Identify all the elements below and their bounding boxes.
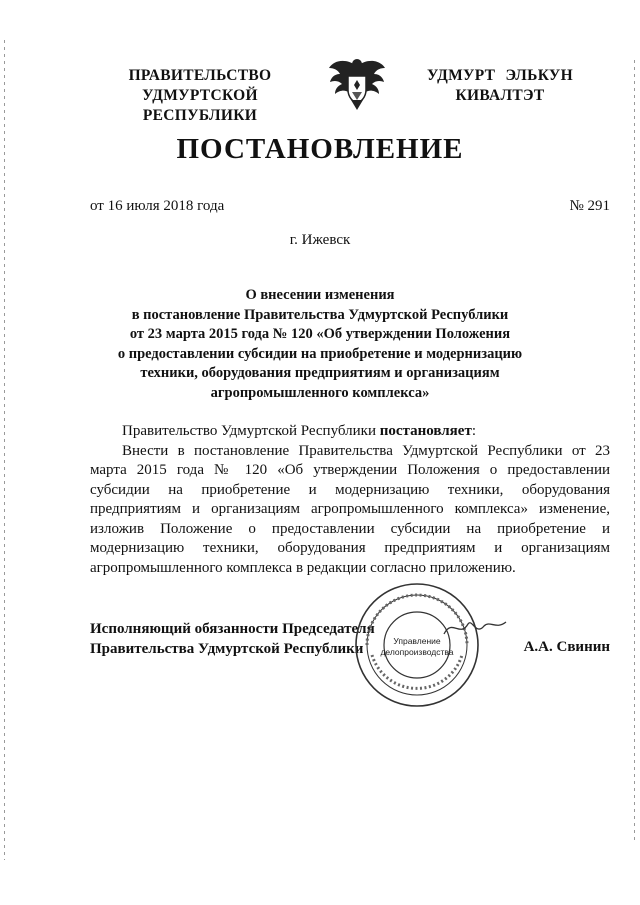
subject-line: о предоставлении субсидии на приобретение и модернизацию xyxy=(117,345,523,362)
signature-position-line1: Исполняющий обязанности Председателя xyxy=(90,621,375,637)
body-intro-text: Правительство Удмуртской Республики xyxy=(122,423,376,439)
header-left xyxy=(85,66,315,126)
document-title: ПОСТАНОВЛЕНИЕ xyxy=(176,133,464,165)
header-right-line1: УДМУРТ ЭЛЬКУН xyxy=(427,67,573,84)
header-right-line2: КИВАЛТЭТ xyxy=(455,87,545,104)
document-number: № 291 xyxy=(569,198,610,214)
subject-line: от 23 марта 2015 года № 120 «Об утверждении Положения xyxy=(129,326,511,342)
stamp-center-line2: делопроизводства xyxy=(380,647,454,657)
body-intro-colon: : xyxy=(471,423,476,439)
body-intro xyxy=(90,422,610,442)
coat-of-arms-emblem xyxy=(326,54,388,112)
stamp-center-line1: Управление xyxy=(393,636,441,646)
signature-position xyxy=(90,619,375,659)
header-left-line2: УДМУРТСКОЙ РЕСПУБЛИКИ xyxy=(142,87,258,124)
header-right xyxy=(420,66,580,106)
document-date: от 16 июля 2018 года xyxy=(90,198,225,214)
document-subject xyxy=(100,286,540,403)
document-body xyxy=(90,422,610,578)
body-intro-verb: постановляет xyxy=(379,423,472,439)
handwritten-signature xyxy=(440,612,510,642)
body-paragraph: Внести в постановление Правительства Удмуртской Республики от 23 марта 2015 года № 120 «Об утверждении Положения о предоставлении субсидии на приобретение и модернизацию техники, оборудования предприятиям и организациям агропромышленного комплекса» изменение, изложив Положение о предоставлении субсидии на приобретение и модернизацию техники, оборудования предприятиям и организациям агропромышленного комплекса в редакции согласно приложению. xyxy=(90,442,610,576)
document-city: г. Ижевск xyxy=(289,232,351,248)
subject-line: техники, оборудования предприятиям и организациям xyxy=(140,365,500,381)
header-left-line1: ПРАВИТЕЛЬСТВО xyxy=(128,67,272,84)
subject-line: в постановление Правительства Удмуртской Республики xyxy=(131,306,509,323)
subject-line: агропромышленного комплекса» xyxy=(210,384,430,401)
subject-line: О внесении изменения xyxy=(245,287,395,303)
signature-position-line2: Правительства Удмуртской Республики xyxy=(90,641,364,657)
scan-edge-mark xyxy=(634,60,635,840)
signatory-name: А.А. Свинин xyxy=(523,639,610,655)
official-stamp xyxy=(352,580,482,710)
